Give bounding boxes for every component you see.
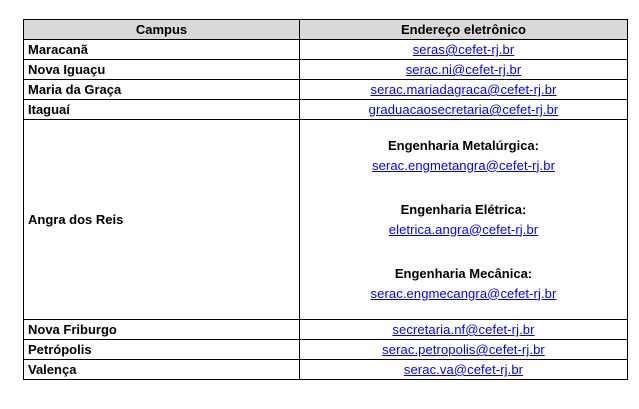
email-cell [300, 40, 628, 60]
email-link[interactable]: secretaria.nf@cefet-rj.br [392, 322, 535, 337]
email-cell [300, 80, 628, 100]
table-row [24, 340, 628, 360]
table-row [24, 100, 628, 120]
email-cell [300, 340, 628, 360]
course-block-metalurgica [304, 136, 623, 176]
header-email: Endereço eletrônico [300, 20, 628, 40]
campus-email-table-container [23, 19, 627, 380]
email-cell [300, 360, 628, 380]
campus-name: Nova Friburgo [24, 320, 300, 340]
table-row [24, 40, 628, 60]
campus-email-table [23, 19, 628, 380]
campus-name: Itaguaí [24, 100, 300, 120]
email-cell [300, 100, 628, 120]
course-block-eletrica [304, 200, 623, 240]
campus-name: Petrópolis [24, 340, 300, 360]
campus-name: Valença [24, 360, 300, 380]
course-block-mecanica [304, 264, 623, 304]
table-row [24, 80, 628, 100]
table-row [24, 320, 628, 340]
email-link[interactable]: serac.engmetangra@cefet-rj.br [371, 157, 555, 173]
course-title: Engenharia Elétrica: [400, 201, 527, 217]
email-cell [300, 60, 628, 80]
email-cell [300, 320, 628, 340]
header-campus: Campus [24, 20, 300, 40]
campus-name: Maria da Graça [24, 80, 300, 100]
course-title: Engenharia Metalúrgica: [388, 137, 539, 153]
email-link[interactable]: serac.ni@cefet-rj.br [405, 62, 522, 77]
course-title: Engenharia Mecânica: [394, 265, 533, 281]
email-link[interactable]: eletrica.angra@cefet-rj.br [388, 221, 539, 237]
email-link[interactable]: serac.va@cefet-rj.br [403, 362, 524, 377]
table-row-angra [24, 120, 628, 320]
email-link[interactable]: serac.petropolis@cefet-rj.br [382, 342, 545, 357]
email-link[interactable]: serac.engmecangra@cefet-rj.br [370, 285, 557, 301]
campus-name: Maracanã [24, 40, 300, 60]
table-header-row [24, 20, 628, 40]
email-link[interactable]: serac.mariadagraca@cefet-rj.br [370, 82, 557, 97]
campus-name: Nova Iguaçu [24, 60, 300, 80]
email-link[interactable]: seras@cefet-rj.br [412, 42, 515, 57]
table-row [24, 60, 628, 80]
angra-courses-cell [300, 120, 628, 320]
email-link[interactable]: graduacaosecretaria@cefet-rj.br [368, 102, 559, 117]
table-row [24, 360, 628, 380]
campus-name: Angra dos Reis [24, 120, 300, 320]
